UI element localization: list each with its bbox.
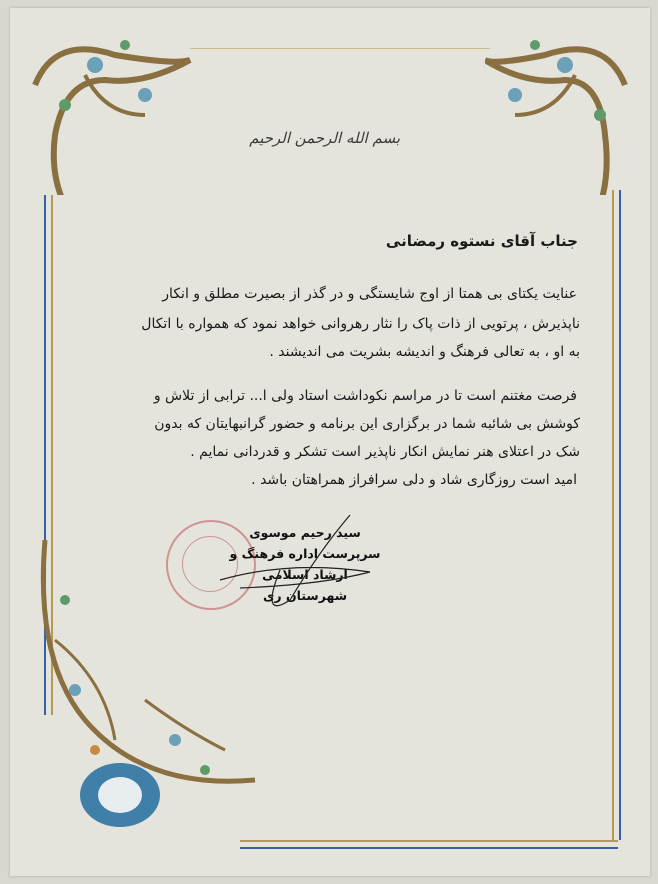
bismillah-calligraphy: بسم الله الرحمن الرحیم bbox=[249, 129, 400, 147]
right-frame-border bbox=[612, 190, 621, 840]
body-line: شک در اعتلای هنر نمایش انکار ناپذیر است تشکر و قدردانی نمایم . bbox=[190, 444, 580, 460]
body-line: امید است روزگاری شاد و دلی سرافراز همراهتان باشد . bbox=[251, 472, 577, 488]
signatory-title: سرپرست اداره فرهنگ و ارشاد اسلامی bbox=[229, 546, 381, 582]
signatory-name: سید رحیم موسوی bbox=[249, 525, 361, 540]
top-frame-line bbox=[190, 48, 490, 49]
top-right-floral-ornament bbox=[485, 25, 635, 195]
body-line: فرصت مغتنم است تا در مراسم نکوداشت استاد ولی ا... ترابی از تلاش و bbox=[153, 388, 577, 404]
body-line: کوشش بی شائبه شما در برگزاری این برنامه و حضور گرانبهایتان که بدون bbox=[154, 416, 580, 432]
top-left-floral-ornament bbox=[25, 25, 195, 195]
handwritten-signature bbox=[200, 510, 380, 620]
body-line: به او ، به تعالی فرهنگ و اندیشه بشریت می اندیشند . bbox=[269, 344, 580, 360]
body-line: عنایت یکتای بی همتا از اوج شایستگی و در گذر از بصیرت مطلق و انکار bbox=[162, 286, 577, 302]
bottom-frame-border bbox=[240, 840, 618, 849]
signatory-city: شهرستان ری bbox=[262, 588, 348, 603]
salutation: جناب آقای نستوه رمضانی bbox=[385, 232, 578, 250]
body-line: ناپذیرش ، پرتویی از ذات پاک را نثار رهروانی خواهد نمود که همواره با اتکال bbox=[141, 316, 580, 332]
